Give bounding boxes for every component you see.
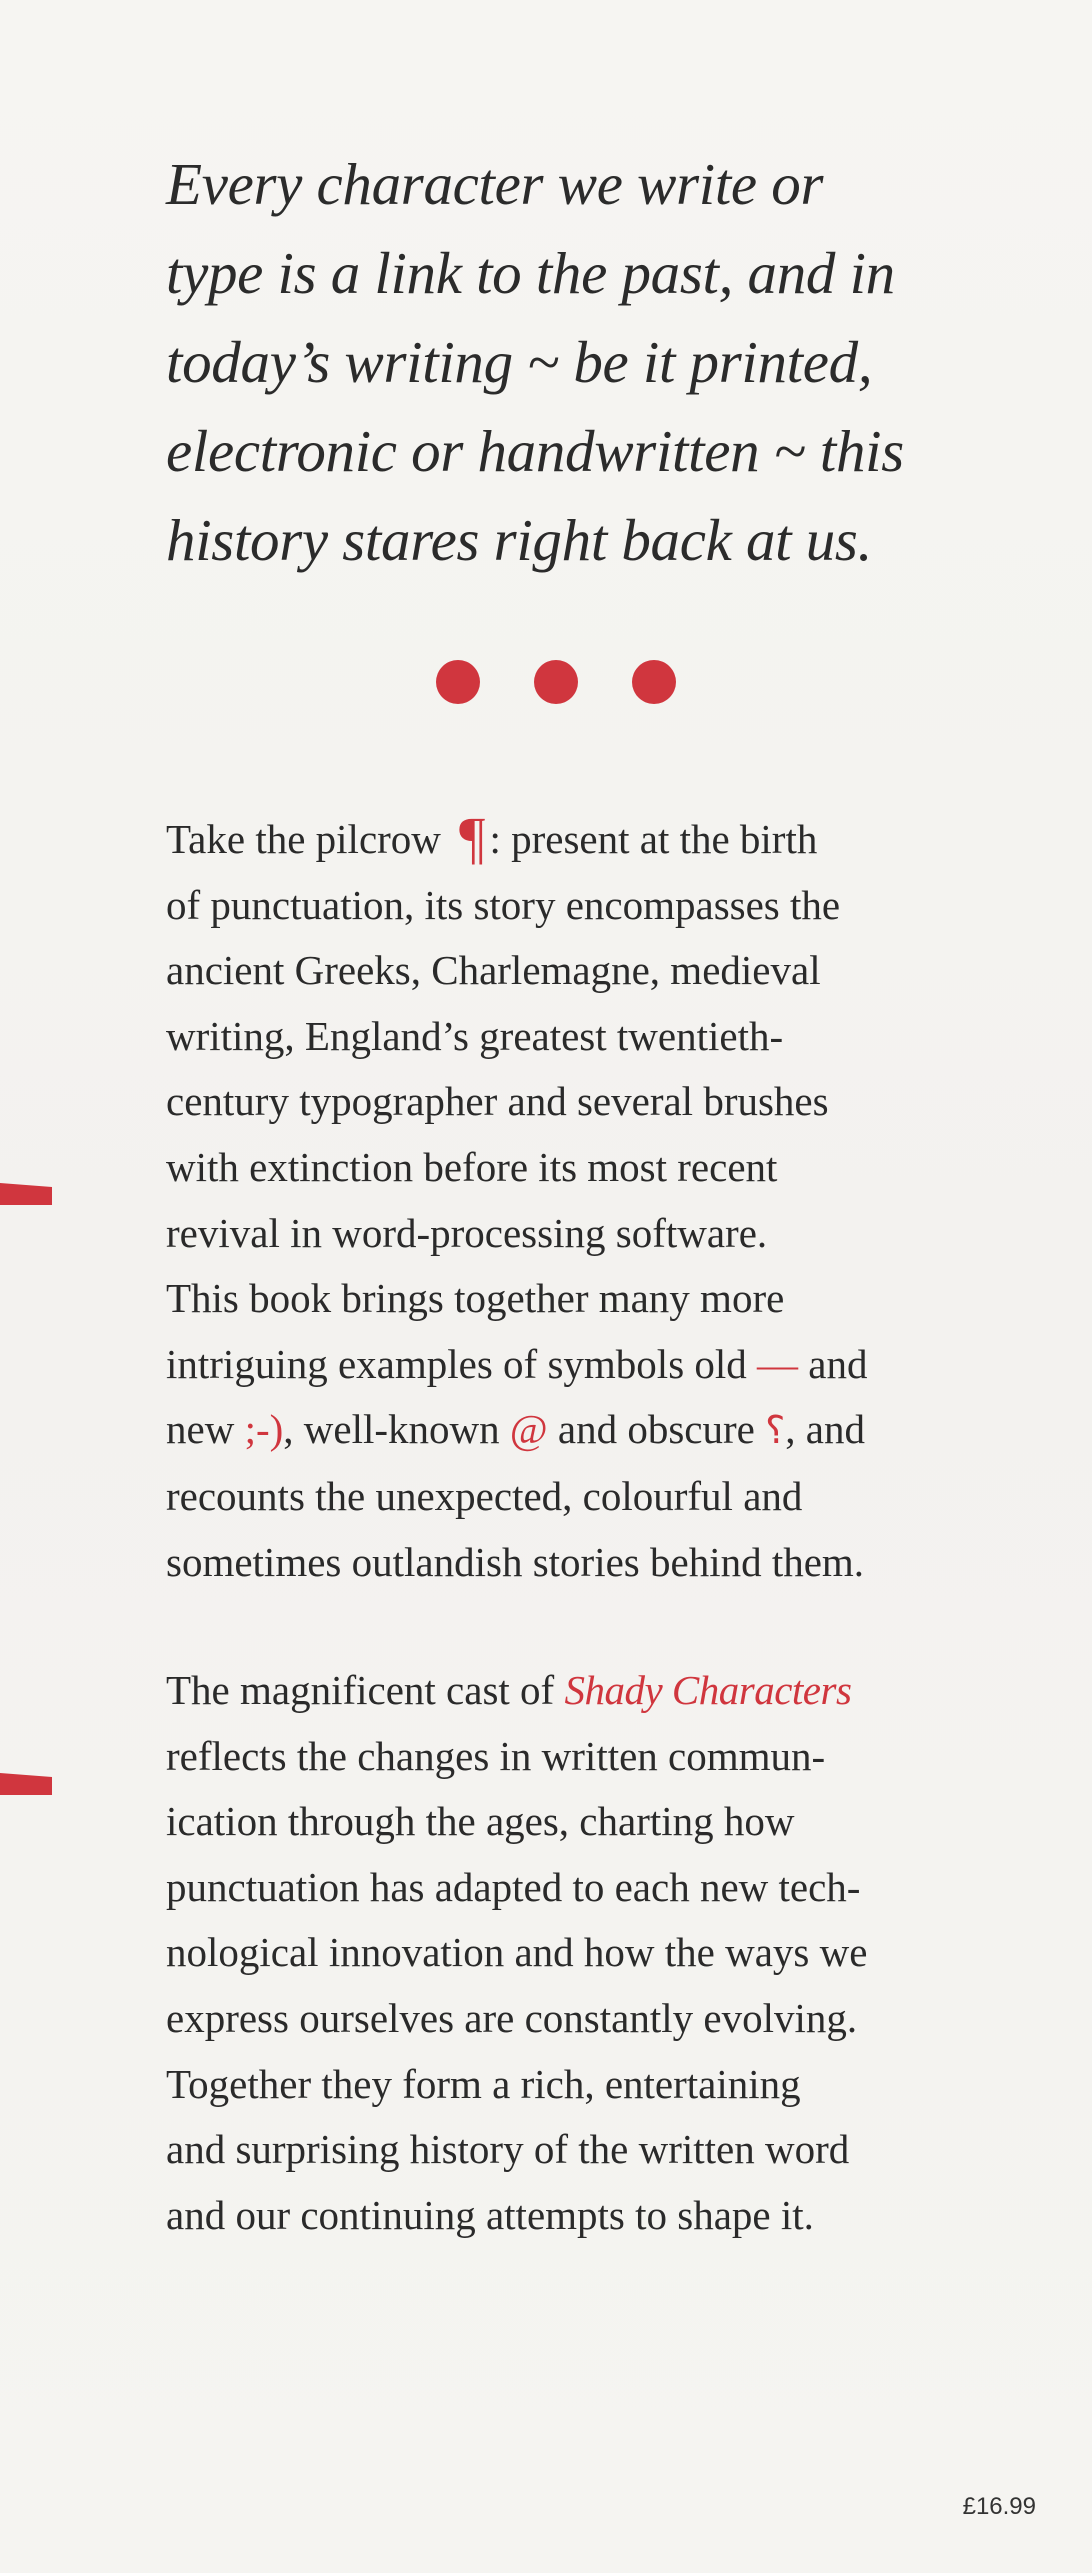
text-run: The magnificent cast of [166, 1667, 565, 1713]
blurb-line: recounts the unexpected, colourful and [166, 1472, 803, 1519]
book-title: Shady Characters [564, 1667, 852, 1713]
blurb-line: Together they form a rich, entertaining [166, 2060, 801, 2107]
pilcrow-symbol: ¶ [459, 805, 486, 870]
text-run: Take the pilcrow [166, 816, 452, 862]
pull-quote-line: history stares right back at us. [166, 507, 873, 573]
blurb-line: nological innovation and how the ways we [166, 1929, 868, 1976]
cover-edge-tab [0, 1183, 52, 1205]
pull-quote-line: type is a link to the past, and in [166, 240, 895, 306]
blurb-line: with extinction before its most recent [166, 1143, 778, 1190]
text-run: intriguing examples of symbols old [166, 1340, 758, 1387]
pull-quote-line: Every character we write or [166, 151, 824, 217]
emoticon-symbol: ;-) [244, 1406, 284, 1453]
text-run: , and [785, 1406, 865, 1453]
ornament-dot [632, 660, 676, 704]
blurb-line: ication through the ages, charting how [166, 1798, 795, 1845]
blurb-line: and our continuing attempts to shape it. [166, 2191, 814, 2238]
pull-quote-line: electronic or handwritten ~ this [166, 418, 904, 484]
text-run: new [166, 1406, 245, 1453]
blurb-line: writing, England’s greatest twentieth- [166, 1012, 784, 1059]
ornament-dot [436, 660, 480, 704]
blurb-line [166, 1397, 1006, 1464]
dot-ornament [436, 660, 676, 704]
pull-quote-line: today’s writing ~ be it printed, [166, 329, 873, 395]
pull-quote [166, 140, 1006, 585]
blurb-line: This book brings together many more [166, 1275, 785, 1322]
ornament-dot [534, 660, 578, 704]
blurb-line: reflects the changes in written commun- [166, 1732, 826, 1779]
blurb-line [166, 1332, 1006, 1398]
cover-edge-tab [0, 1773, 52, 1795]
blurb-line: express ourselves are constantly evolving. [166, 1994, 858, 2041]
blurb-line: punctuation has adapted to each new tech- [166, 1863, 861, 1910]
text-run: , well-known [283, 1406, 510, 1453]
blurb-line: and surprising history of the written word [166, 2126, 850, 2173]
text-run: and [798, 1340, 868, 1387]
blurb-paragraph-2 [166, 1658, 1006, 2248]
text-run: : present at the birth [489, 816, 818, 862]
price-label: £16.99 [962, 2493, 1036, 2520]
irony-mark-symbol: ⸮ [765, 1408, 786, 1453]
blurb-line: sometimes outlandish stories behind them. [166, 1538, 865, 1585]
blurb-line [166, 805, 1006, 873]
blurb-paragraph-1 [166, 805, 1006, 1595]
em-dash-symbol: — [757, 1340, 799, 1387]
text-run: and obscure [547, 1406, 766, 1453]
blurb-line: century typographer and several brushes [166, 1078, 829, 1125]
blurb-line: revival in word-processing software. [166, 1209, 768, 1256]
blurb-line: ancient Greeks, Charlemagne, medieval [166, 947, 821, 994]
blurb-line: of punctuation, its story encompasses the [166, 881, 841, 928]
at-symbol: @ [509, 1406, 548, 1453]
blurb-line [166, 1658, 1006, 1724]
